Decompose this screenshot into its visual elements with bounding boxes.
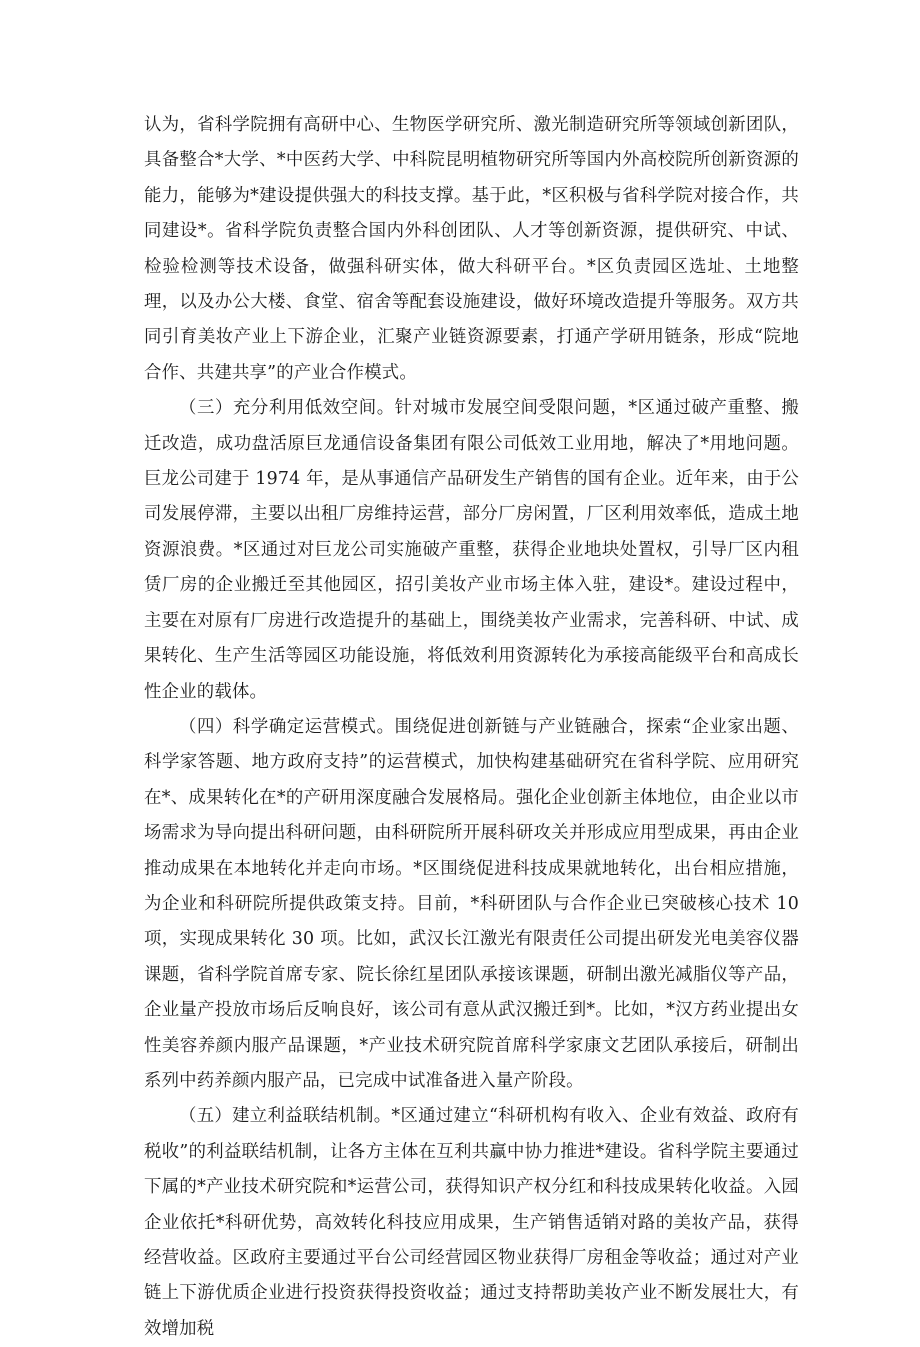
paragraph-section-3: （三）充分利用低效空间。针对城市发展空间受限问题，*区通过破产重整、搬迁改造，成功盘活原巨龙通信设备集团有限公司低效工业用地，解决了*用地问题。巨龙公司建于 1974 年，是从事通信产品研发生产销售的国有企业。近年来，由于公司发展停滞，主要以出租厂房维持运营，部分厂房闲置，厂区利用效率低，造成土地资源浪费。*区通过对巨龙公司实施破产重整，获得企业地块处置权，引导厂区内租赁厂房的企业搬迁至其他园区，招引美妆产业市场主体入驻，建设*。建设过程中，主要在对原有厂房进行改造提升的基础上，围绕美妆产业需求，完善科研、中试、成果转化、生产生活等园区功能设施，将低效利用资源转化为承接高能级平台和高成长性企业的载体。 [144, 398, 799, 702]
paragraph-section-4: （四）科学确定运营模式。围绕促进创新链与产业链融合，探索“企业家出题、科学家答题、地方政府支持”的运营模式，加快构建基础研究在省科学院、应用研究在*、成果转化在*的产研用深度融合发展格局。强化企业创新主体地位，由企业以市场需求为导向提出科研问题，由科研院所开展科研攻关并形成应用型成果，再由企业推动成果在本地转化并走向市场。*区围绕促进科技成果就地转化，出台相应措施，为企业和科研院所提供政策支持。目前，*科研团队与合作企业已突破核心技术 10 项，实现成果转化 30 项。比如，武汉长江激光有限责任公司提出研发光电美容仪器课题，省科学院首席专家、院长徐红星团队承接该课题，研制出激光减脂仪等产品，企业量产投放市场后反响良好，该公司有意从武汉搬迁到*。比如，*汉方药业提出女性美容养颜内服产品课题，*产业技术研究院首席科学家康文艺团队承接后，研制出系列中药养颜内服产品，已完成中试准备进入量产阶段。 [144, 716, 799, 1091]
document-body [144, 108, 799, 1347]
paragraph-section-5: （五）建立利益联结机制。*区通过建立“科研机构有收入、企业有效益、政府有税收”的利益联结机制，让各方主体在互利共赢中协力推进*建设。省科学院主要通过下属的*产业技术研究院和*运营公司，获得知识产权分红和科技成果转化收益。入园企业依托*科研优势，高效转化科技应用成果，生产销售适销对路的美妆产品，获得经营收益。区政府主要通过平台公司经营园区物业获得厂房租金等收益；通过对产业链上下游优质企业进行投资获得投资收益；通过支持帮助美妆产业不断发展壮大，有效增加税 [144, 1106, 799, 1339]
paragraph-continuation: 认为，省科学院拥有高研中心、生物医学研究所、激光制造研究所等领域创新团队，具备整合*大学、*中医药大学、中科院昆明植物研究所等国内外高校院所创新资源的能力，能够为*建设提供强大的科技支撑。基于此，*区积极与省科学院对接合作，共同建设*。省科学院负责整合国内外科创团队、人才等创新资源，提供研究、中试、检验检测等技术设备，做强科研实体，做大科研平台。*区负责园区选址、土地整理，以及办公大楼、食堂、宿舍等配套设施建设，做好环境改造提升等服务。双方共同引育美妆产业上下游企业，汇聚产业链资源要素，打通产学研用链条，形成“院地合作、共建共享”的产业合作模式。 [144, 115, 799, 383]
